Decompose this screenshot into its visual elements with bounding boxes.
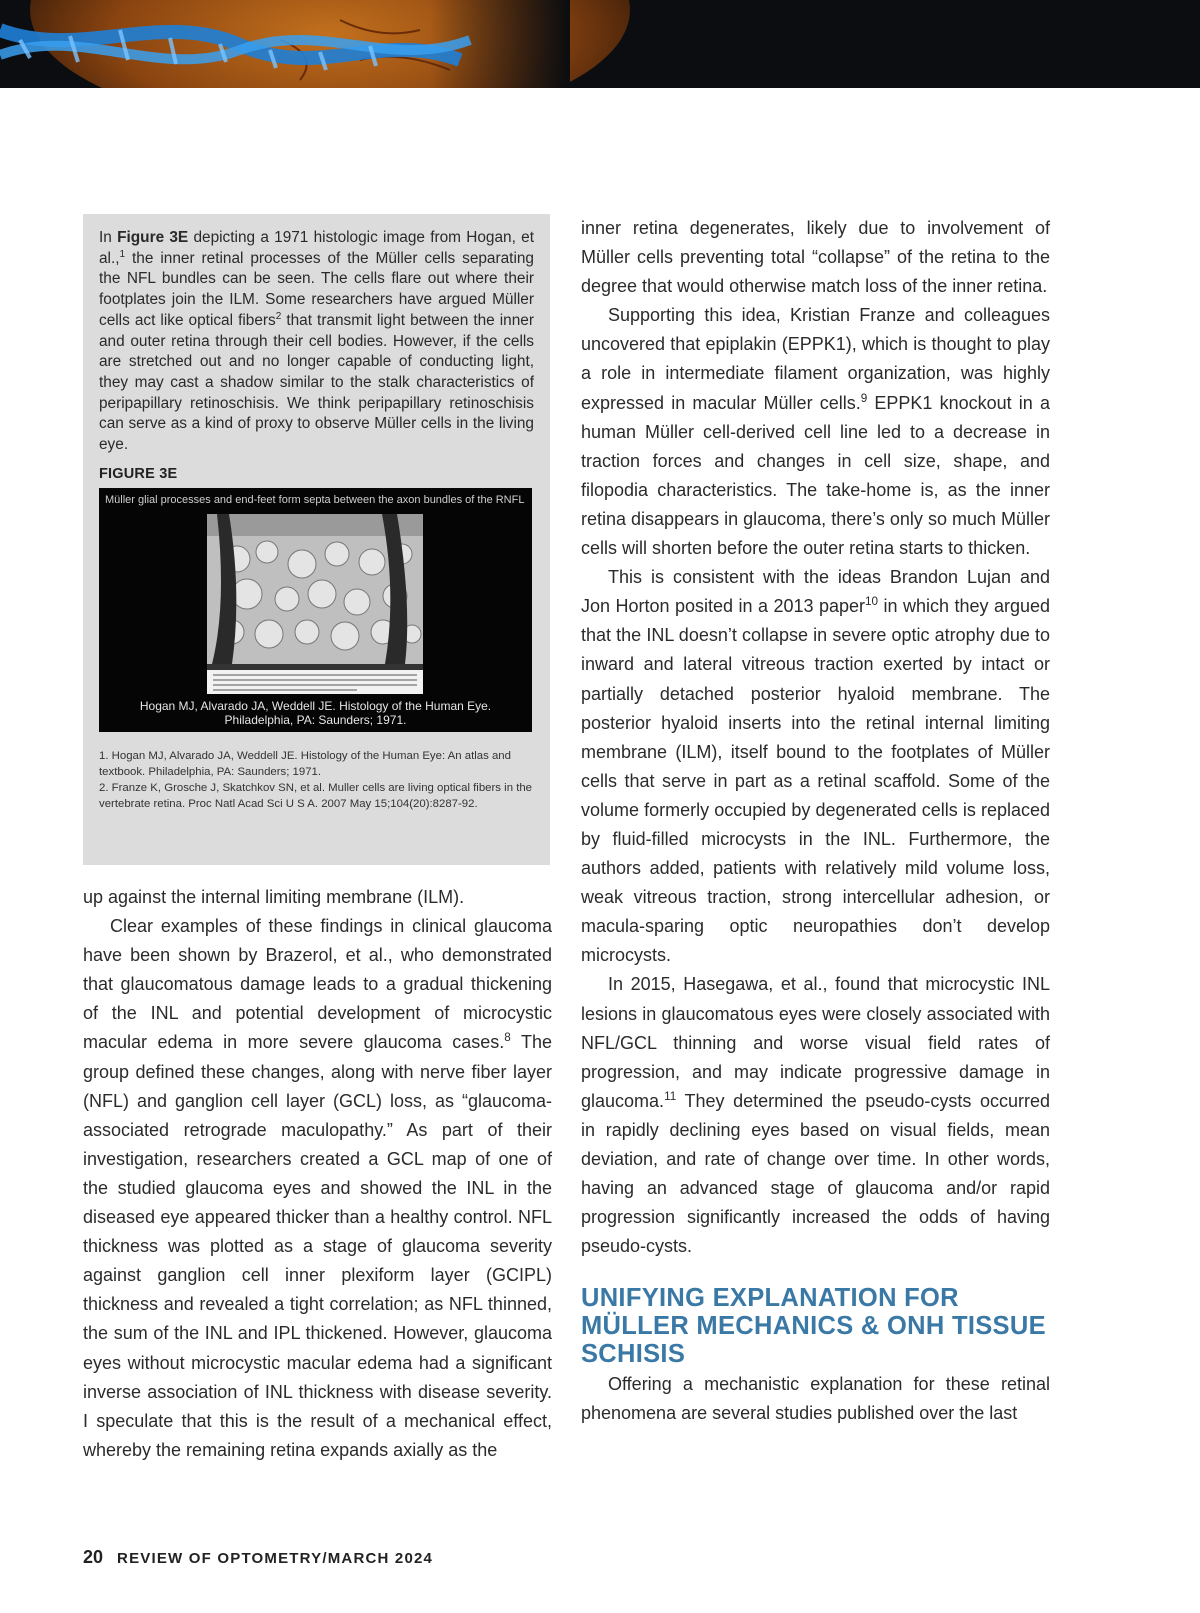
figure-label: FIGURE 3E	[99, 465, 178, 482]
sidebar-paragraph: In Figure 3E depicting a 1971 histologic image from Hogan, et al.,$^1$ the inner retinal processes of the Müller cells separating the NFL bundles can be seen. The cells flare out where their footplates join the ILM. Some researchers have argued Müller cells act like optical fibers$^2$ that transmit light between the inner and outer retina through their cell bodies. However, if the cells are stretched out and no longer capable of conducting light, they may cast a shadow similar to the stalk characteristics of peripapillary retinoschisis. We think peripapillary retinoschisis can serve as a kind of proxy to observe Müller cells in the living eye.	[99, 229, 534, 454]
body-paragraph: In 2015, Hasegawa, et al., found that microcystic INL lesions in glaucomatous eyes were closely associated with NFL/GCL thinning and worse visual field rates of progression, and may indicate progressive damage in glaucoma.$^{11}$ They determined the pseudo-cysts occurred in rapidly declining eyes based on visual fields, mean deviation, and rate of change over time. In other words, having an advanced stage of glaucoma and/or rapid progression significantly increased the odds of having pseudo-cysts.	[581, 974, 1050, 1257]
right-column	[581, 214, 1050, 1429]
page-number: 20	[83, 1547, 104, 1567]
body-paragraph: This is consistent with the ideas Brandon Lujan and Jon Horton posited in a 2013 paper$^{10}$ in which they argued that the INL doesn’t collapse in severe optic atrophy due to inward and lateral vitreous traction exerted by intact or partially detached posterior hyaloid membrane. The posterior hyaloid inserts into the retinal internal limiting membrane (ILM), itself bound to the footplates of Müller cells that serve in part as a retinal scaffold. Some of the volume formerly occupied by degenerated cells is replaced by fluid-filled microcysts in the INL. Furthermore, the authors added, patients with relatively mild volume loss, weak vitreous traction, strong intercellular adhesion, or macula-sparing optic neuropathies don’t develop microcysts.	[581, 567, 1051, 966]
figure-3e	[99, 488, 532, 732]
figure-reference: Figure 3E	[117, 229, 189, 246]
figure-credit: Hogan MJ, Alvarado JA, Weddell JE. Histology of the Human Eye. Philadelphia, PA: Saunders; 1971.	[139, 698, 492, 727]
body-paragraph: Offering a mechanistic explanation for these retinal phenomena are several studies published over the last	[581, 1374, 1050, 1424]
header-banner	[0, 0, 1200, 88]
body-paragraph: Clear examples of these findings in clinical glaucoma have been shown by Brazerol, et al., who demonstrated that glaucomatous damage leads to a gradual thickening of the INL and potential development of microcystic macular edema in more severe glaucoma cases.$^8$ The group defined these changes, along with nerve fiber layer (NFL) and ganglion cell layer (GCL) loss, as “glaucoma-associated retrograde maculopathy.” As part of their investigation, researchers created a GCL map of one of the studied glaucoma eyes and showed the INL in the diseased eye appeared thicker than a healthy control. NFL thickness was plotted as a stage of glaucoma severity against ganglion cell inner plexiform layer (GCIPL) thickness and revealed a tight correlation; as NFL thinned, the sum of the INL and IPL thickened. However, glaucoma eyes without microcystic macular edema had a significant inverse association of INL thickness with disease severity. I speculate that this is the result of a mechanical effect, whereby the remaining retina expands axially as the	[83, 916, 552, 1460]
body-paragraph: Supporting this idea, Kristian Franze and colleagues uncovered that epiplakin (EPPK1), which is thought to play a role in intermediate filament organization, was highly expressed in macular Müller cells.$^9$ EPPK1 knockout in a human Müller cell-derived cell line led to a decrease in traction forces and changes in cell size, shape, and filopodia characteristics. The take-home is, as the inner retina disappears in glaucoma, there’s only so much Müller cells will shorten before the outer retina starts to thicken.	[581, 305, 1050, 559]
sidebar-box	[83, 214, 550, 865]
section-heading: UNIFYING EXPLANATION FOR MÜLLER MECHANICS & ONH TISSUE SCHISIS	[581, 1284, 1046, 1369]
reference-item: 2. Franze K, Grosche J, Skatchkov SN, et al. Muller cells are living optical fibers in the vertebrate retina. Proc Natl Acad Sci U S A. 2007 May 15;104(20):8287-92.	[99, 782, 533, 811]
reference-item: 1. Hogan MJ, Alvarado JA, Weddell JE. Histology of the Human Eye: An atlas and textbook. Philadelphia, PA: Saunders; 1971.	[99, 749, 511, 778]
sidebar-references	[99, 748, 534, 813]
figure-caption: Müller glial processes and end-feet form septa between the axon bundles of the RNFL	[105, 493, 525, 506]
retina-dna-banner-image	[0, 0, 1200, 88]
body-paragraph: inner retina degenerates, likely due to involvement of Müller cells preventing total “collapse” of the retina to the degree that would otherwise match loss of the inner retina.	[581, 218, 1050, 297]
publication-name: REVIEW OF OPTOMETRY/MARCH 2024	[117, 1550, 434, 1567]
body-paragraph: up against the internal limiting membrane (ILM).	[83, 887, 465, 907]
left-column	[83, 883, 552, 1465]
histology-micrograph-image	[207, 514, 423, 694]
page-footer	[83, 1547, 433, 1568]
